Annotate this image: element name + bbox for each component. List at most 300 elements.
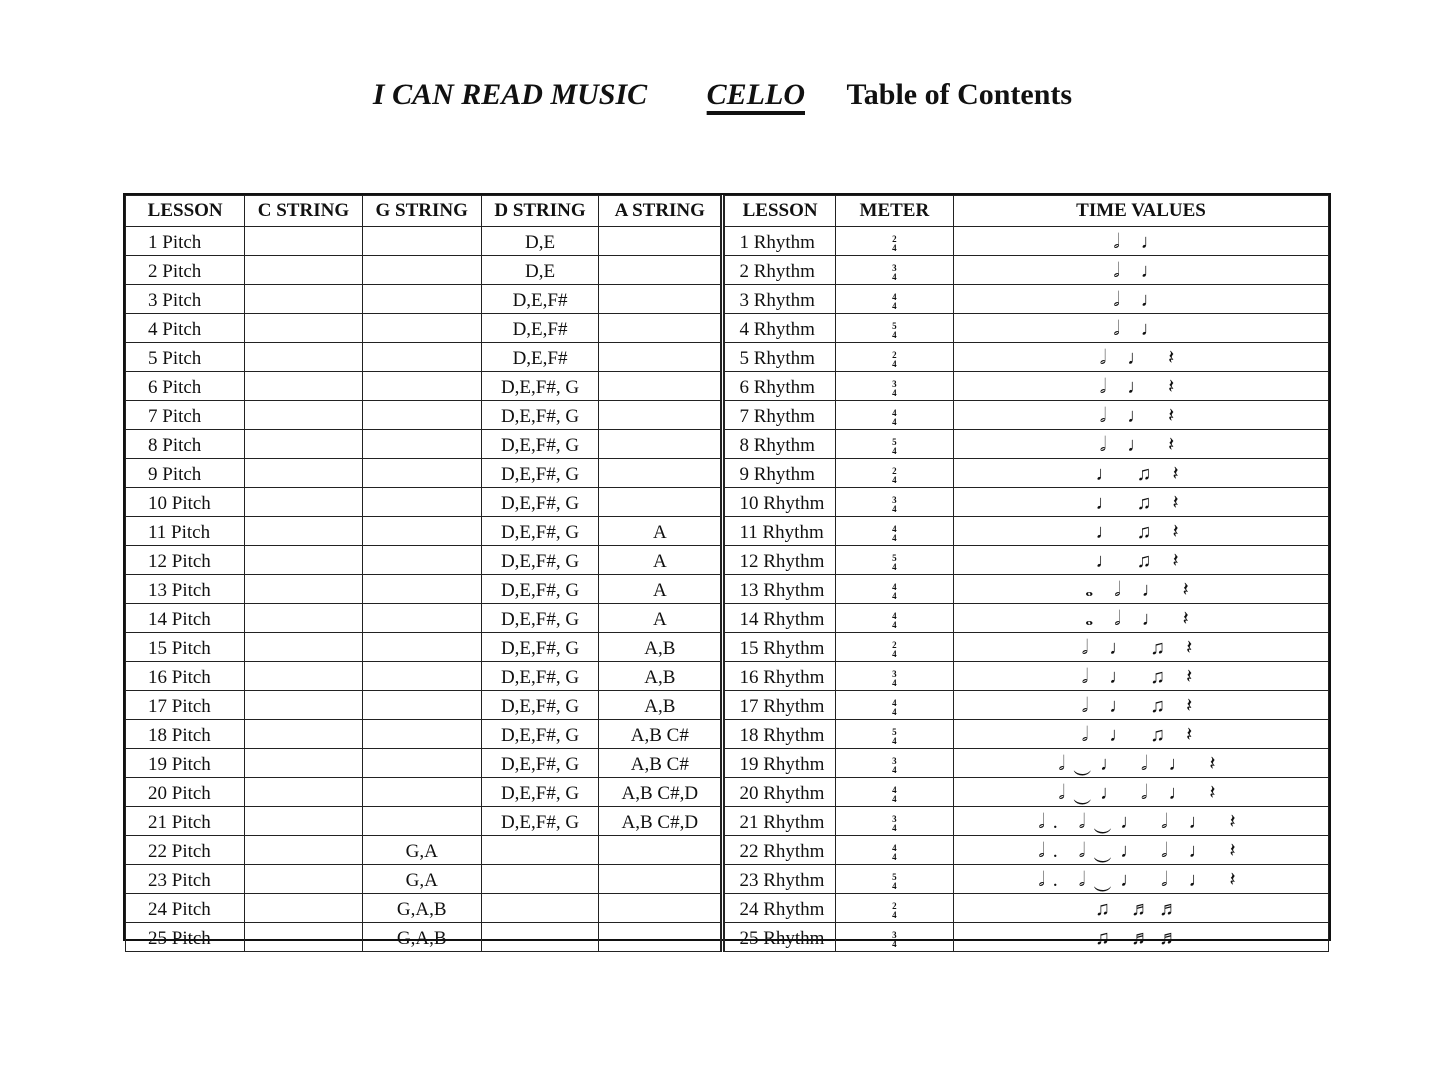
rhythm-lesson-cell: 9 Rhythm — [723, 459, 835, 488]
meter-top: 3 — [892, 813, 897, 824]
d-string-cell: D,E,F#, G — [481, 488, 598, 517]
rhythm-lesson-cell: 23 Rhythm — [723, 865, 835, 894]
g-string-cell — [362, 285, 481, 314]
d-string-cell: D,E,F#, G — [481, 604, 598, 633]
rhythm-lesson-cell: 2 Rhythm — [723, 256, 835, 285]
title-heading: Table of Contents — [846, 78, 1073, 111]
table-row — [126, 227, 1329, 256]
rhythm-lesson-cell: 14 Rhythm — [723, 604, 835, 633]
g-string-cell — [362, 691, 481, 720]
table-row — [126, 720, 1329, 749]
meter-bottom: 4 — [892, 648, 897, 659]
time-signature — [892, 496, 897, 514]
a-string-cell — [599, 372, 723, 401]
meter-cell — [835, 401, 953, 430]
pitch-lesson-cell: 9 Pitch — [126, 459, 245, 488]
meter-cell — [835, 778, 953, 807]
pitch-lesson-cell: 21 Pitch — [126, 807, 245, 836]
table-row — [126, 865, 1329, 894]
g-string-cell — [362, 633, 481, 662]
g-string-cell — [362, 343, 481, 372]
meter-top: 2 — [892, 349, 897, 360]
g-string-cell — [362, 604, 481, 633]
g-string-cell — [362, 227, 481, 256]
c-string-cell — [245, 517, 362, 546]
pitch-lesson-cell: 7 Pitch — [126, 401, 245, 430]
time-signature — [892, 409, 897, 427]
header-c-string: C STRING — [245, 196, 362, 227]
c-string-cell — [245, 372, 362, 401]
meter-top: 4 — [892, 842, 897, 853]
time-values-notes: 𝅗𝅥 ♩ 𝄽 — [954, 343, 1329, 372]
g-string-cell — [362, 720, 481, 749]
meter-bottom: 4 — [892, 677, 897, 688]
meter-cell — [835, 227, 953, 256]
meter-bottom: 4 — [892, 416, 897, 427]
time-values-notes: 𝅗𝅥 ♩ 𝄽 — [954, 372, 1329, 401]
d-string-cell: D,E,F#, G — [481, 691, 598, 720]
a-string-cell — [599, 865, 723, 894]
meter-cell — [835, 575, 953, 604]
d-string-cell: D,E — [481, 256, 598, 285]
a-string-cell: A,B — [599, 691, 723, 720]
table-row — [126, 517, 1329, 546]
meter-top: 4 — [892, 581, 897, 592]
d-string-cell: D,E,F#, G — [481, 459, 598, 488]
a-string-cell — [599, 894, 723, 923]
meter-top: 5 — [892, 726, 897, 737]
c-string-cell — [245, 343, 362, 372]
pitch-lesson-cell: 1 Pitch — [126, 227, 245, 256]
c-string-cell — [245, 836, 362, 865]
c-string-cell — [245, 749, 362, 778]
pitch-lesson-cell: 18 Pitch — [126, 720, 245, 749]
meter-cell — [835, 923, 953, 952]
rhythm-lesson-cell: 21 Rhythm — [723, 807, 835, 836]
pitch-lesson-cell: 6 Pitch — [126, 372, 245, 401]
header-time-values: TIME VALUES — [954, 196, 1329, 227]
c-string-cell — [245, 314, 362, 343]
pitch-lesson-cell: 19 Pitch — [126, 749, 245, 778]
a-string-cell — [599, 459, 723, 488]
time-values-notes: 𝅗𝅥 ♩ — [954, 285, 1329, 314]
time-signature — [892, 931, 897, 949]
c-string-cell — [245, 633, 362, 662]
meter-bottom: 4 — [892, 503, 897, 514]
g-string-cell — [362, 459, 481, 488]
g-string-cell — [362, 488, 481, 517]
g-string-cell — [362, 401, 481, 430]
time-values-notes: 𝅗𝅥 ♩ — [954, 256, 1329, 285]
meter-top: 2 — [892, 233, 897, 244]
d-string-cell — [481, 894, 598, 923]
d-string-cell: D,E,F#, G — [481, 401, 598, 430]
table-row — [126, 778, 1329, 807]
time-values-notes: 𝅗𝅥 ♩ ♫ 𝄽 — [954, 662, 1329, 691]
header-a-string: A STRING — [599, 196, 723, 227]
meter-cell — [835, 372, 953, 401]
meter-cell — [835, 691, 953, 720]
table-row — [126, 256, 1329, 285]
meter-bottom: 4 — [892, 387, 897, 398]
time-values-notes: 𝅗𝅥 ♩ — [954, 227, 1329, 256]
time-values-notes: ♩ ♫ 𝄽 — [954, 546, 1329, 575]
header-lesson: LESSON — [126, 196, 245, 227]
c-string-cell — [245, 865, 362, 894]
meter-cell — [835, 720, 953, 749]
d-string-cell: D,E,F#, G — [481, 778, 598, 807]
pitch-lesson-cell: 12 Pitch — [126, 546, 245, 575]
meter-bottom: 4 — [892, 242, 897, 253]
table-body — [126, 227, 1329, 952]
meter-top: 5 — [892, 871, 897, 882]
meter-top: 4 — [892, 291, 897, 302]
time-values-notes: 𝅝 𝅗𝅥 ♩ 𝄽 — [954, 604, 1329, 633]
meter-top: 5 — [892, 320, 897, 331]
table-row — [126, 430, 1329, 459]
a-string-cell: A,B C#,D — [599, 807, 723, 836]
meter-bottom: 4 — [892, 561, 897, 572]
rhythm-lesson-cell: 13 Rhythm — [723, 575, 835, 604]
g-string-cell — [362, 430, 481, 459]
time-values-notes: 𝅝 𝅗𝅥 ♩ 𝄽 — [954, 575, 1329, 604]
time-values-notes: 𝅗𝅥 ♩ — [954, 314, 1329, 343]
time-values-notes: ♩ ♫ 𝄽 — [954, 488, 1329, 517]
d-string-cell: D,E — [481, 227, 598, 256]
meter-top: 3 — [892, 755, 897, 766]
time-signature — [892, 467, 897, 485]
c-string-cell — [245, 894, 362, 923]
meter-top: 5 — [892, 436, 897, 447]
g-string-cell: G,A — [362, 865, 481, 894]
rhythm-lesson-cell: 22 Rhythm — [723, 836, 835, 865]
a-string-cell: A,B C#,D — [599, 778, 723, 807]
meter-top: 4 — [892, 407, 897, 418]
meter-cell — [835, 633, 953, 662]
table-row — [126, 807, 1329, 836]
table-row — [126, 604, 1329, 633]
meter-top: 3 — [892, 378, 897, 389]
a-string-cell — [599, 430, 723, 459]
a-string-cell — [599, 488, 723, 517]
rhythm-lesson-cell: 10 Rhythm — [723, 488, 835, 517]
g-string-cell — [362, 662, 481, 691]
header-row — [126, 196, 1329, 227]
time-signature — [892, 699, 897, 717]
meter-bottom: 4 — [892, 474, 897, 485]
time-signature — [892, 438, 897, 456]
d-string-cell: D,E,F#, G — [481, 430, 598, 459]
table-row — [126, 691, 1329, 720]
rhythm-lesson-cell: 18 Rhythm — [723, 720, 835, 749]
d-string-cell: D,E,F#, G — [481, 807, 598, 836]
meter-top: 4 — [892, 523, 897, 534]
rhythm-lesson-cell: 6 Rhythm — [723, 372, 835, 401]
time-values-notes: 𝅗𝅥‿♩ 𝅗𝅥 ♩ 𝄽 — [954, 749, 1329, 778]
contents-table — [125, 195, 1329, 952]
meter-cell — [835, 836, 953, 865]
table-row — [126, 488, 1329, 517]
g-string-cell: G,A,B — [362, 894, 481, 923]
time-signature — [892, 670, 897, 688]
meter-bottom: 4 — [892, 532, 897, 543]
time-signature — [892, 380, 897, 398]
c-string-cell — [245, 720, 362, 749]
meter-cell — [835, 459, 953, 488]
meter-top: 4 — [892, 610, 897, 621]
time-signature — [892, 235, 897, 253]
header-lesson-rhythm: LESSON — [723, 196, 835, 227]
meter-cell — [835, 314, 953, 343]
c-string-cell — [245, 923, 362, 952]
table-row — [126, 662, 1329, 691]
pitch-lesson-cell: 14 Pitch — [126, 604, 245, 633]
pitch-lesson-cell: 16 Pitch — [126, 662, 245, 691]
d-string-cell: D,E,F#, G — [481, 575, 598, 604]
meter-bottom: 4 — [892, 880, 897, 891]
time-signature — [892, 351, 897, 369]
c-string-cell — [245, 459, 362, 488]
c-string-cell — [245, 604, 362, 633]
c-string-cell — [245, 488, 362, 517]
rhythm-lesson-cell: 15 Rhythm — [723, 633, 835, 662]
c-string-cell — [245, 575, 362, 604]
meter-bottom: 4 — [892, 735, 897, 746]
c-string-cell — [245, 430, 362, 459]
rhythm-lesson-cell: 5 Rhythm — [723, 343, 835, 372]
c-string-cell — [245, 546, 362, 575]
g-string-cell — [362, 807, 481, 836]
meter-top: 2 — [892, 900, 897, 911]
meter-cell — [835, 517, 953, 546]
d-string-cell: D,E,F#, G — [481, 517, 598, 546]
time-signature — [892, 728, 897, 746]
meter-cell — [835, 256, 953, 285]
time-signature — [892, 786, 897, 804]
table-row — [126, 401, 1329, 430]
time-values-notes: 𝅗𝅥 ♩ 𝄽 — [954, 401, 1329, 430]
time-signature — [892, 873, 897, 891]
table-row — [126, 923, 1329, 952]
time-values-notes: 𝅗𝅥 ♩ ♫ 𝄽 — [954, 720, 1329, 749]
table-row — [126, 314, 1329, 343]
time-signature — [892, 554, 897, 572]
d-string-cell — [481, 865, 598, 894]
time-values-notes: 𝅗𝅥 ♩ ♫ 𝄽 — [954, 691, 1329, 720]
pitch-lesson-cell: 20 Pitch — [126, 778, 245, 807]
time-signature — [892, 612, 897, 630]
time-signature — [892, 815, 897, 833]
meter-bottom: 4 — [892, 706, 897, 717]
d-string-cell — [481, 923, 598, 952]
g-string-cell: G,A,B — [362, 923, 481, 952]
rhythm-lesson-cell: 8 Rhythm — [723, 430, 835, 459]
meter-top: 3 — [892, 262, 897, 273]
d-string-cell: D,E,F#, G — [481, 720, 598, 749]
rhythm-lesson-cell: 1 Rhythm — [723, 227, 835, 256]
title-book-name: I CAN READ MUSIC — [372, 78, 648, 111]
pitch-lesson-cell: 13 Pitch — [126, 575, 245, 604]
g-string-cell — [362, 256, 481, 285]
meter-top: 3 — [892, 668, 897, 679]
a-string-cell: A — [599, 575, 723, 604]
pitch-lesson-cell: 11 Pitch — [126, 517, 245, 546]
d-string-cell: D,E,F# — [481, 285, 598, 314]
g-string-cell — [362, 749, 481, 778]
time-values-notes: 𝅗𝅥. 𝅗𝅥‿♩ 𝅗𝅥 ♩ 𝄽 — [954, 865, 1329, 894]
c-string-cell — [245, 691, 362, 720]
a-string-cell: A — [599, 546, 723, 575]
c-string-cell — [245, 227, 362, 256]
time-values-notes: 𝅗𝅥 ♩ ♫ 𝄽 — [954, 633, 1329, 662]
table-row — [126, 343, 1329, 372]
rhythm-lesson-cell: 12 Rhythm — [723, 546, 835, 575]
time-signature — [892, 757, 897, 775]
rhythm-lesson-cell: 17 Rhythm — [723, 691, 835, 720]
table-row — [126, 285, 1329, 314]
a-string-cell: A,B C# — [599, 749, 723, 778]
g-string-cell — [362, 314, 481, 343]
meter-cell — [835, 285, 953, 314]
a-string-cell: A — [599, 517, 723, 546]
time-values-notes: 𝅗𝅥 ♩ 𝄽 — [954, 430, 1329, 459]
table-row — [126, 894, 1329, 923]
c-string-cell — [245, 778, 362, 807]
meter-bottom: 4 — [892, 938, 897, 949]
rhythm-lesson-cell: 11 Rhythm — [723, 517, 835, 546]
a-string-cell — [599, 343, 723, 372]
pitch-lesson-cell: 24 Pitch — [126, 894, 245, 923]
time-values-notes: ♩ ♫ 𝄽 — [954, 517, 1329, 546]
table-row — [126, 546, 1329, 575]
contents-table-frame — [123, 193, 1331, 949]
pitch-lesson-cell: 17 Pitch — [126, 691, 245, 720]
time-values-notes: 𝅗𝅥. 𝅗𝅥‿♩ 𝅗𝅥 ♩ 𝄽 — [954, 836, 1329, 865]
time-signature — [892, 583, 897, 601]
d-string-cell: D,E,F#, G — [481, 662, 598, 691]
meter-cell — [835, 488, 953, 517]
meter-bottom: 4 — [892, 619, 897, 630]
pitch-lesson-cell: 3 Pitch — [126, 285, 245, 314]
c-string-cell — [245, 285, 362, 314]
meter-bottom: 4 — [892, 300, 897, 311]
time-values-notes: 𝅗𝅥‿♩ 𝅗𝅥 ♩ 𝄽 — [954, 778, 1329, 807]
g-string-cell: G,A — [362, 836, 481, 865]
time-signature — [892, 322, 897, 340]
time-signature — [892, 264, 897, 282]
table-row — [126, 372, 1329, 401]
meter-cell — [835, 430, 953, 459]
meter-top: 5 — [892, 552, 897, 563]
meter-top: 2 — [892, 465, 897, 476]
rhythm-lesson-cell: 16 Rhythm — [723, 662, 835, 691]
rhythm-lesson-cell: 3 Rhythm — [723, 285, 835, 314]
meter-bottom: 4 — [892, 590, 897, 601]
meter-bottom: 4 — [892, 909, 897, 920]
rhythm-lesson-cell: 4 Rhythm — [723, 314, 835, 343]
meter-cell — [835, 604, 953, 633]
d-string-cell: D,E,F#, G — [481, 372, 598, 401]
time-values-notes: 𝅗𝅥. 𝅗𝅥‿♩ 𝅗𝅥 ♩ 𝄽 — [954, 807, 1329, 836]
meter-cell — [835, 894, 953, 923]
g-string-cell — [362, 517, 481, 546]
a-string-cell: A,B C# — [599, 720, 723, 749]
meter-bottom: 4 — [892, 271, 897, 282]
pitch-lesson-cell: 15 Pitch — [126, 633, 245, 662]
a-string-cell — [599, 227, 723, 256]
pitch-lesson-cell: 4 Pitch — [126, 314, 245, 343]
meter-cell — [835, 662, 953, 691]
time-values-notes: ♫ ♬♬ — [954, 923, 1329, 952]
rhythm-lesson-cell: 24 Rhythm — [723, 894, 835, 923]
meter-bottom: 4 — [892, 793, 897, 804]
g-string-cell — [362, 372, 481, 401]
pitch-lesson-cell: 25 Pitch — [126, 923, 245, 952]
meter-top: 4 — [892, 697, 897, 708]
rhythm-lesson-cell: 20 Rhythm — [723, 778, 835, 807]
meter-cell — [835, 546, 953, 575]
rhythm-lesson-cell: 19 Rhythm — [723, 749, 835, 778]
title-instrument: CELLO — [706, 78, 805, 111]
header-meter: METER — [835, 196, 953, 227]
d-string-cell: D,E,F#, G — [481, 546, 598, 575]
page-title — [0, 78, 1445, 112]
table-row — [126, 575, 1329, 604]
d-string-cell: D,E,F# — [481, 314, 598, 343]
table-row — [126, 459, 1329, 488]
pitch-lesson-cell: 5 Pitch — [126, 343, 245, 372]
meter-cell — [835, 749, 953, 778]
table-row — [126, 836, 1329, 865]
time-signature — [892, 525, 897, 543]
c-string-cell — [245, 401, 362, 430]
g-string-cell — [362, 575, 481, 604]
meter-cell — [835, 343, 953, 372]
header-g-string: G STRING — [362, 196, 481, 227]
header-d-string: D STRING — [481, 196, 598, 227]
table-row — [126, 749, 1329, 778]
d-string-cell — [481, 836, 598, 865]
table-row — [126, 633, 1329, 662]
time-signature — [892, 844, 897, 862]
d-string-cell: D,E,F#, G — [481, 633, 598, 662]
meter-top: 4 — [892, 784, 897, 795]
meter-top: 3 — [892, 929, 897, 940]
meter-bottom: 4 — [892, 764, 897, 775]
pitch-lesson-cell: 22 Pitch — [126, 836, 245, 865]
a-string-cell: A,B — [599, 662, 723, 691]
g-string-cell — [362, 546, 481, 575]
c-string-cell — [245, 662, 362, 691]
a-string-cell — [599, 836, 723, 865]
c-string-cell — [245, 807, 362, 836]
time-signature — [892, 293, 897, 311]
meter-cell — [835, 865, 953, 894]
pitch-lesson-cell: 23 Pitch — [126, 865, 245, 894]
meter-bottom: 4 — [892, 822, 897, 833]
meter-bottom: 4 — [892, 358, 897, 369]
a-string-cell: A,B — [599, 633, 723, 662]
time-values-notes: ♫ ♬♬ — [954, 894, 1329, 923]
rhythm-lesson-cell: 25 Rhythm — [723, 923, 835, 952]
c-string-cell — [245, 256, 362, 285]
a-string-cell — [599, 923, 723, 952]
meter-top: 3 — [892, 494, 897, 505]
a-string-cell — [599, 314, 723, 343]
meter-bottom: 4 — [892, 445, 897, 456]
meter-bottom: 4 — [892, 851, 897, 862]
pitch-lesson-cell: 2 Pitch — [126, 256, 245, 285]
